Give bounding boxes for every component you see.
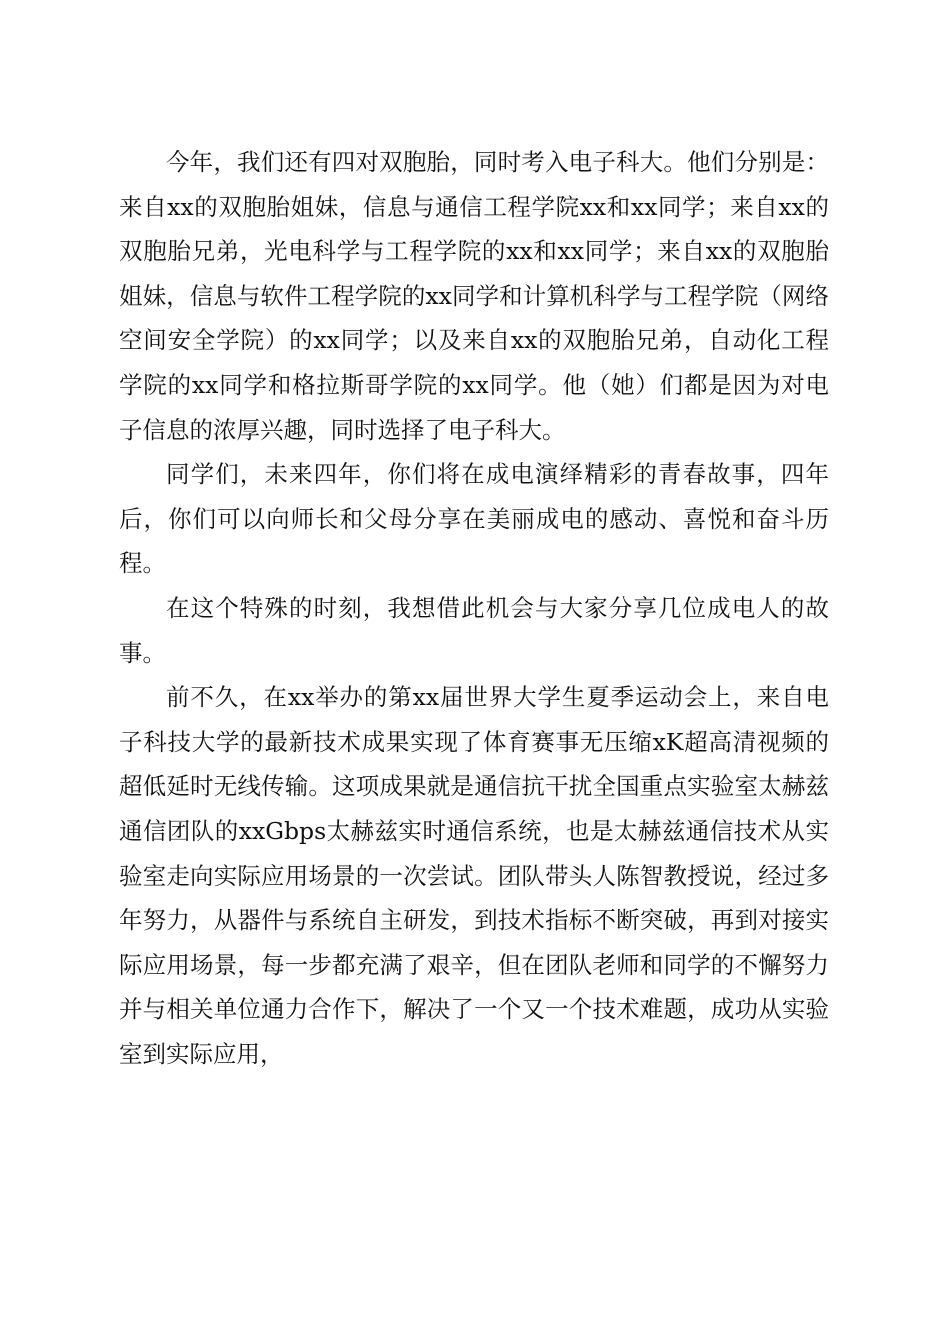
paragraph-twins: 今年，我们还有四对双胞胎，同时考入电子科大。他们分别是：来自xx的双胞胎姐妹，信息与通信工程学院xx和xx同学；来自xx的双胞胎兄弟，光电科学与工程学院的xx和xx同学；来自xx的双胞胎姐妹，信息与软件工程学院的xx同学和计算机科学与工程学院（网络空间安全学院）的xx同学；以及来自xx的双胞胎兄弟，自动化工程学院的xx同学和格拉斯哥学院的xx同学。他（她）们都是因为对电子信息的浓厚兴趣，同时选择了电子科大。 xyxy=(119,148,829,444)
document-body xyxy=(119,140,829,1076)
paragraph-sharing-stories: 在这个特殊的时刻，我想借此机会与大家分享几位成电人的故事。 xyxy=(119,593,829,667)
paragraph-future-four-years: 同学们，未来四年，你们将在成电演绎精彩的青春故事，四年后，你们可以向师长和父母分享在美丽成电的感动、喜悦和奋斗历程。 xyxy=(119,460,829,578)
paragraph-terahertz-team: 前不久，在xx举办的第xx届世界大学生夏季运动会上，来自电子科技大学的最新技术成果实现了体育赛事无压缩xK超高清视频的超低延时无线传输。这项成果就是通信抗干扰全国重点实验室太赫兹通信团队的xxGbps太赫兹实时通信系统，也是太赫兹通信技术从实验室走向实际应用场景的一次尝试。团队带头人陈智教授说，经过多年努力，从器件与系统自主研发，到技术指标不断突破，再到对接实际应用场景，每一步都充满了艰辛，但在团队老师和同学的不懈努力并与相关单位通力合作下，解决了一个又一个技术难题，成功从实验室到实际应用， xyxy=(119,683,829,1068)
